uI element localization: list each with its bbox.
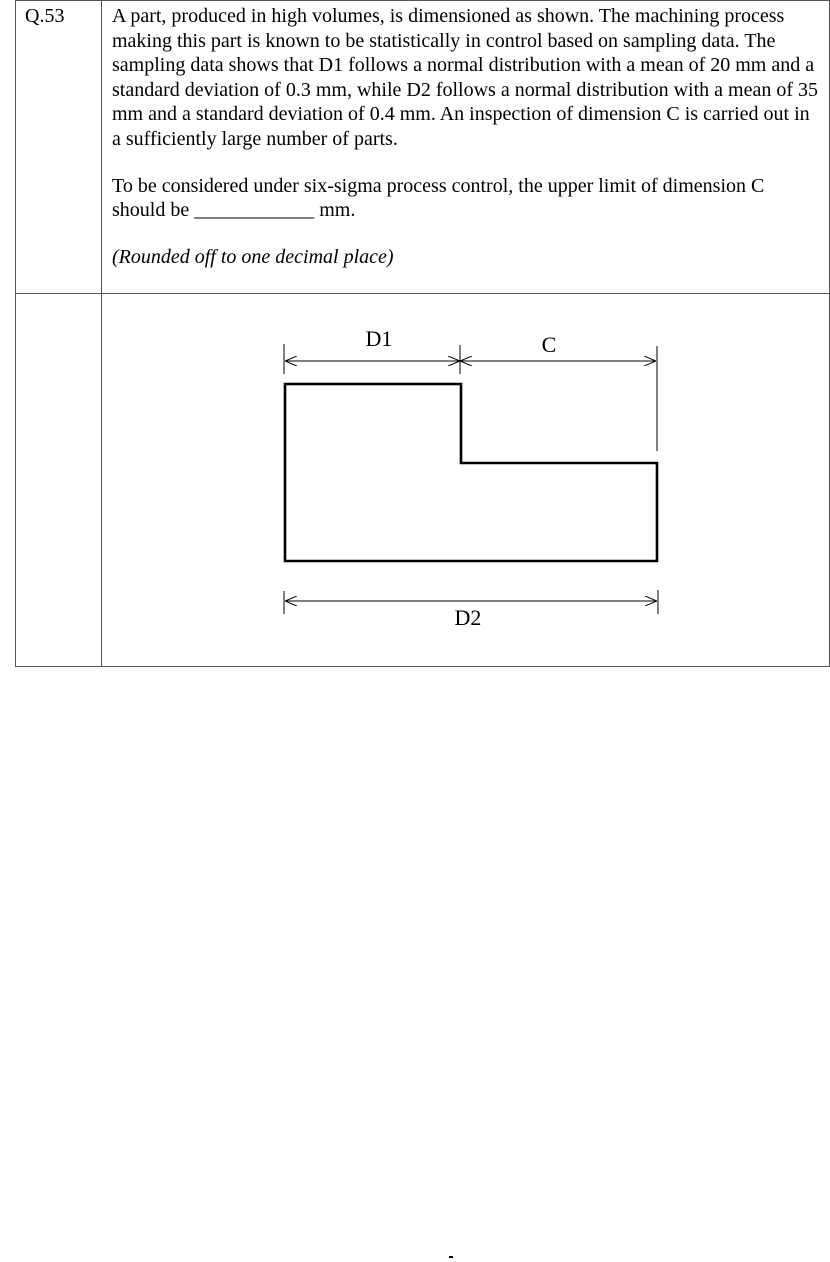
question-paragraph-2: To be considered under six-sigma process control, the upper limit of dimension C should be ____________ mm. bbox=[112, 174, 765, 222]
label-d2: D2 bbox=[454, 605, 482, 630]
question-table bbox=[15, 0, 830, 667]
rounding-note: (Rounded off to one decimal place) bbox=[112, 245, 394, 268]
question-number: Q.53 bbox=[16, 1, 102, 294]
figure-row bbox=[16, 294, 830, 667]
label-d1: D1 bbox=[365, 326, 393, 351]
question-paragraph-1: A part, produced in high volumes, is dimensioned as shown. The machining process making this part is known to be statistically in control based on sampling data. The sampling data shows that D1 follows a normal distribution with a mean of 20 mm and a standard deviation of 0.3 mm, while D2 follows a normal distribution with a mean of 35 mm and a standard deviation of 0.4 mm. An inspection of dimension C is carried out in a sufficiently large number of parts. bbox=[112, 5, 818, 150]
label-c: C bbox=[541, 332, 557, 357]
question-text-cell bbox=[102, 1, 830, 294]
question-row bbox=[16, 1, 830, 294]
page-mark bbox=[449, 1256, 453, 1258]
part-outline bbox=[285, 384, 657, 561]
figure-cell bbox=[102, 294, 830, 667]
figure-number-cell bbox=[16, 294, 102, 667]
part-drawing bbox=[102, 294, 830, 666]
